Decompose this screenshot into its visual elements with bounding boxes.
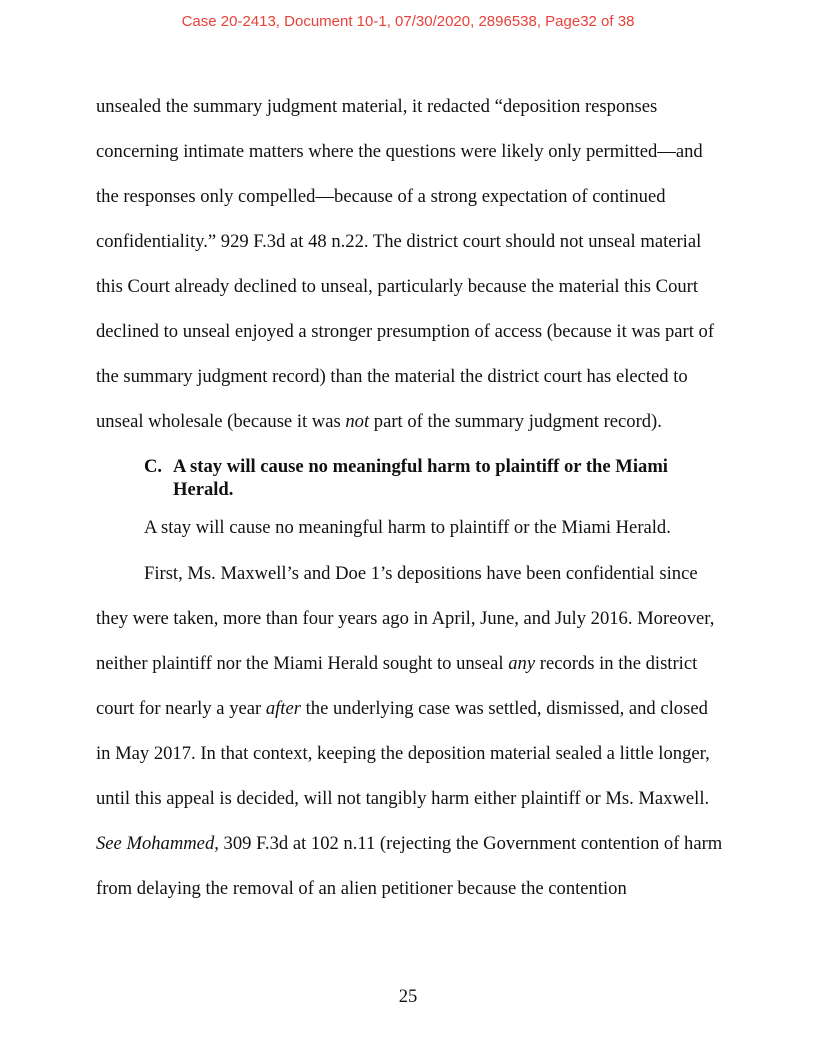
text-run: part of the summary judgment record). — [369, 411, 662, 432]
paragraph-line: First, Ms. Maxwell’s and Doe 1’s depositions have been confidential since — [144, 563, 698, 584]
citation-text: See Mohammed — [96, 833, 215, 854]
text-run: unseal wholesale (because it was — [96, 411, 346, 432]
emphasis-text: any — [508, 653, 536, 674]
paragraph-line: declined to unseal enjoyed a stronger presumption of access (because it was part of — [96, 321, 715, 342]
paragraph-line: the responses only compelled—because of a strong expectation of continued — [96, 186, 666, 207]
case-header-stamp: Case 20-2413, Document 10-1, 07/30/2020, 2896538, Page32 of 38 — [181, 13, 635, 30]
section-marker: C. — [144, 456, 163, 477]
text-run: the underlying case was settled, dismissed, and closed — [300, 698, 708, 719]
paragraph-line: confidentiality.” 929 F.3d at 48 n.22. The district court should not unseal material — [96, 231, 702, 252]
paragraph-line — [96, 833, 722, 855]
paragraph-line: they were taken, more than four years ago in April, June, and July 2016. Moreover, — [96, 608, 715, 629]
emphasis-text: after — [265, 698, 301, 719]
text-run: court for nearly a year — [96, 698, 266, 719]
emphasis-text: not — [345, 411, 370, 432]
paragraph-line: until this appeal is decided, will not tangibly harm either plaintiff or Ms. Maxwell. — [96, 788, 710, 809]
paragraph-line — [96, 698, 708, 720]
paragraph-line: concerning intimate matters where the questions were likely only permitted—and — [96, 141, 703, 162]
page-number: 25 — [398, 986, 418, 1007]
text-run: neither plaintiff nor the Miami Herald sought to unseal — [96, 653, 509, 674]
text-run: records in the district — [535, 653, 698, 674]
paragraph-line: from delaying the removal of an alien petitioner because the contention — [96, 878, 627, 899]
paragraph-line: this Court already declined to unseal, particularly because the material this Court — [96, 276, 699, 297]
paragraph-line — [96, 411, 662, 433]
paragraph-line: in May 2017. In that context, keeping the deposition material sealed a little longer, — [96, 743, 710, 764]
section-heading: A stay will cause no meaningful harm to plaintiff or the Miami — [173, 456, 668, 477]
paragraph-line: A stay will cause no meaningful harm to plaintiff or the Miami Herald. — [144, 517, 671, 538]
section-heading-continued: Herald. — [173, 479, 234, 500]
text-run: , 309 F.3d at 102 n.11 (rejecting the Government contention of harm — [214, 833, 723, 854]
paragraph-line: unsealed the summary judgment material, it redacted “deposition responses — [96, 96, 658, 117]
paragraph-line — [96, 653, 697, 675]
paragraph-line: the summary judgment record) than the material the district court has elected to — [96, 366, 688, 387]
